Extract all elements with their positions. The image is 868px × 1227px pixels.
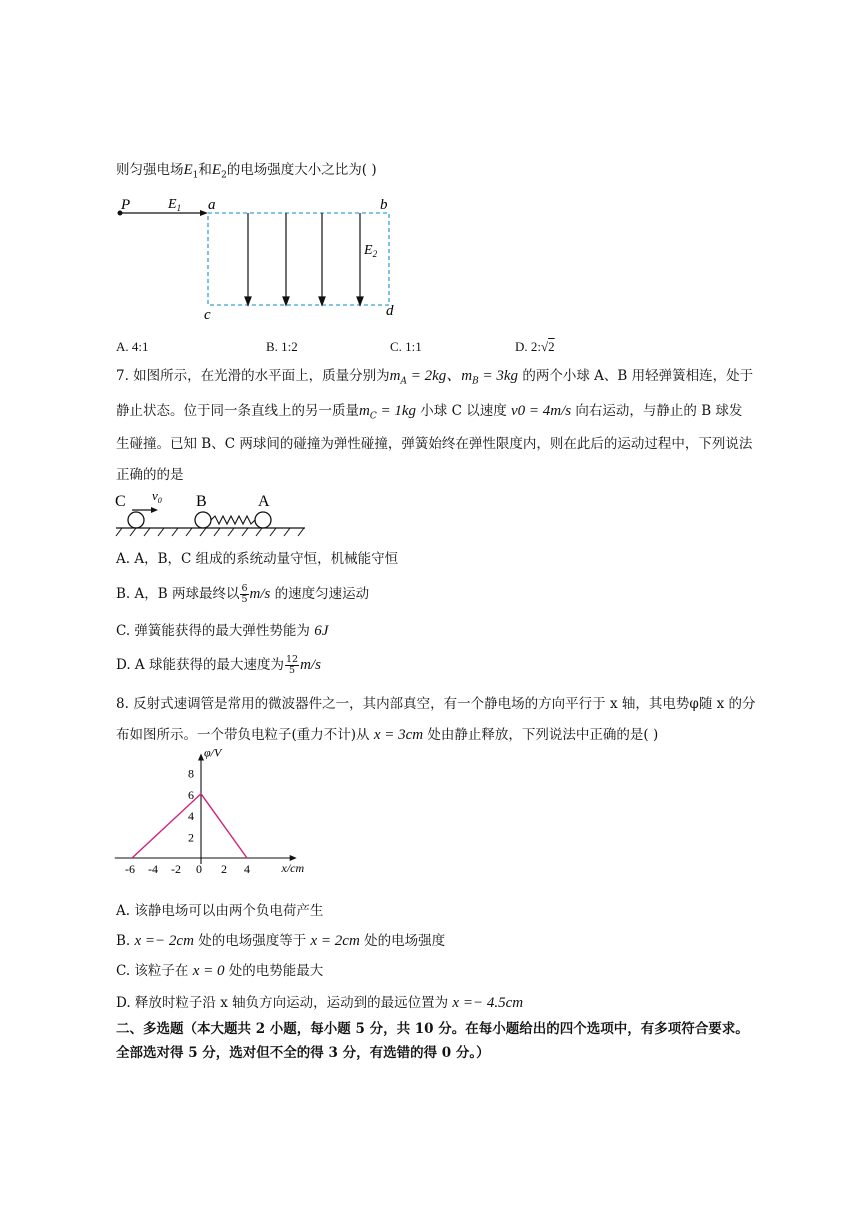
ball-a bbox=[255, 512, 271, 528]
fraction-6-5: $\frac{6}{5}$ bbox=[241, 583, 248, 605]
fraction-12-5: $\frac{12}{5}$ bbox=[285, 654, 299, 676]
ball-b bbox=[195, 512, 211, 528]
label-ball-b: B bbox=[196, 493, 207, 510]
y-tick-label: 2 bbox=[188, 830, 194, 845]
x-tick-label: -2 bbox=[171, 862, 181, 876]
q6-option-d: D. 2:√2 bbox=[515, 339, 555, 354]
ball-c bbox=[128, 512, 144, 528]
q8-option-c: C. 该粒子在 x = 0 处的电势能最大 bbox=[116, 963, 324, 979]
q7-option-a: A. A，B，C 组成的系统动量守恒，机械能守恒 bbox=[116, 551, 399, 567]
q8-stem-line2: 布如图所示。一个带负电粒子(重力不计)从 x = 3cm 处由静止释放，下列说法中正确的是( ) bbox=[116, 727, 659, 743]
q7-option-d: D. A 球能获得的最大速度为 $\frac{12}{5}$ m/s bbox=[116, 654, 321, 676]
q6-option-b: B. 1:2 bbox=[266, 339, 298, 354]
q8-option-b: B. x =− 2cm 处的电场强度等于 x = 2cm 处的电场强度 bbox=[116, 933, 446, 949]
q7-option-c: C. 弹簧能获得的最大弹性势能为 6J bbox=[116, 623, 329, 639]
section2-header-line2: 全部选对得 5 分，选对但不全的得 3 分，有选错的得 0 分。） bbox=[116, 1045, 490, 1061]
label-b: b bbox=[380, 197, 388, 213]
potential-line bbox=[132, 794, 247, 858]
label-ball-c: C bbox=[115, 493, 126, 510]
chart-ticks bbox=[125, 766, 250, 876]
y-tick-label: 4 bbox=[188, 809, 194, 824]
label-e2: $E_2$ bbox=[364, 243, 378, 259]
q7-stem-line1: 7. 如图所示，在光滑的水平面上，质量分别为$m_A = 2kg$、$m_B = 3kg$ 的两个小球 A、B 用轻弹簧相连，处于 bbox=[116, 368, 754, 387]
label-v0: $v_0$ bbox=[152, 488, 162, 505]
chart-series bbox=[132, 794, 247, 858]
e1-arrowhead bbox=[200, 210, 208, 216]
q6-field-diagram bbox=[110, 192, 410, 322]
q7-stem-line4: 正确的的是 bbox=[116, 467, 184, 483]
y-tick-label: 6 bbox=[188, 787, 194, 802]
q6-option-a: A. 4:1 bbox=[116, 339, 149, 354]
x-tick-label: -4 bbox=[148, 862, 158, 876]
x-tick-label: 0 bbox=[196, 862, 202, 876]
x-tick-label: 2 bbox=[221, 862, 227, 876]
label-c: c bbox=[204, 307, 211, 323]
label-p: P bbox=[121, 197, 131, 213]
q7-option-b: B. A，B 两球最终以 $\frac{6}{5}$ m/s 的速度匀速运动 bbox=[116, 583, 370, 605]
label-a: a bbox=[208, 197, 216, 213]
sqrt-sign: √ bbox=[541, 339, 549, 354]
q8-option-a: A. 该静电场可以由两个负电荷产生 bbox=[116, 903, 324, 919]
x-tick-label: 4 bbox=[244, 862, 250, 876]
chart-axes bbox=[115, 746, 305, 875]
potential-chart bbox=[112, 745, 312, 879]
label-ball-a: A bbox=[258, 493, 270, 510]
spring bbox=[211, 516, 255, 524]
q8-option-d: D. 释放时粒子沿 x 轴负方向运动，运动到的最远位置为 x =− 4.5cm bbox=[116, 995, 524, 1011]
q7-collision-diagram bbox=[112, 486, 312, 542]
q8-stem-line1: 8. 反射式速调管是常用的微波器件之一，其内部真空，有一个静电场的方向平行于 x 轴，其电势φ随 x 的分 bbox=[116, 696, 756, 712]
q7-stem-line3: 生碰撞。已知 B、C 两球间的碰撞为弹性碰撞，弹簧始终在弹性限度内，则在此后的运动过程中，下列说法 bbox=[116, 436, 753, 452]
x-axis-label: x/cm bbox=[281, 861, 305, 875]
field-region-box bbox=[208, 213, 389, 305]
label-e1: $E_1$ bbox=[168, 197, 182, 213]
q7-stem-line2: 静止状态。位于同一条直线上的另一质量$m_C = 1kg$ 小球 C 以速度 v0 = 4m/s 向右运动，与静止的 B 球发 bbox=[116, 403, 743, 422]
ground-hatching bbox=[116, 528, 304, 536]
label-d: d bbox=[386, 303, 394, 319]
y-axis-label: φ/V bbox=[204, 745, 222, 760]
q6-option-c: C. 1:1 bbox=[390, 339, 422, 354]
q6-stem: 则匀强电场$E_1$和$E_2$的电场强度大小之比为( ) bbox=[116, 162, 377, 181]
y-tick-label: 8 bbox=[188, 766, 194, 781]
v0-arrowhead bbox=[151, 507, 158, 513]
section2-header-line1: 二、多选题（本大题共 2 小题，每小题 5 分，共 10 分。在每小题给出的四个选项中，有多项符合要求。 bbox=[116, 1021, 749, 1037]
e2-field-lines bbox=[245, 213, 363, 305]
x-tick-label: -6 bbox=[125, 862, 135, 876]
